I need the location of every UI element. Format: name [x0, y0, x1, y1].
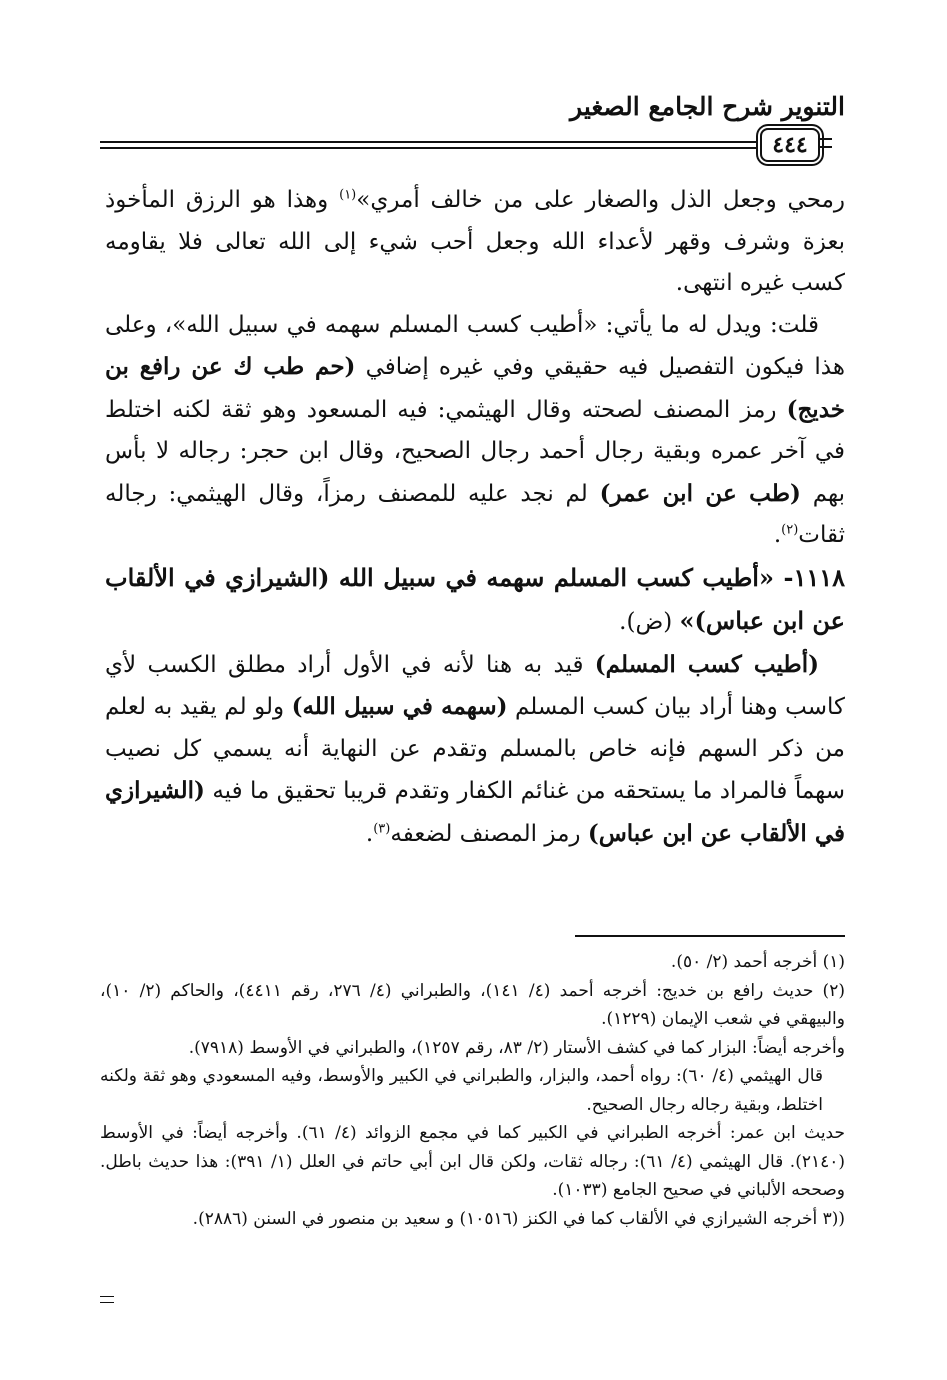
footnote-2-continued-b: قال الهيثمي (٤/ ٦٠): رواه أحمد، والبزار، والطبراني في الكبير والأوسط، وفيه المسعودي وهو ثقة ولكنه اختلط، وبقية رجاله رجال الصحيح.	[100, 1066, 824, 1115]
footnote-1: (١) أخرجه أحمد (٢/ ٥٠).	[670, 952, 845, 972]
footnote-separator	[575, 935, 845, 937]
header-rule-bottom	[100, 147, 760, 149]
page-end-mark	[100, 1296, 114, 1303]
hadith-1118-text: ١١١٨- «أطيب كسب المسلم سهمه في سبيل الله (الشيرازي في الألقاب عن ابن عباس)»	[105, 562, 845, 635]
footnote-ref-1[interactable]: (١)	[339, 187, 357, 203]
paragraph-4-text-a: قيد به هنا لأنه في الأول أراد مطلق الكسب لأي كاسب وهنا أراد بيان كسب المسلم	[105, 651, 845, 720]
commentary-phrase-1: (أطيب كسب المسلم)	[594, 650, 820, 678]
footnotes	[100, 948, 845, 1233]
footnote-3: ((٣ أخرجه الشيرازي في الألقاب كما في الكنز (١٠٥١٦) و سعيد بن منصور في السنن (٢٨٨٦).	[192, 1208, 845, 1229]
source-citation-ibn-umar: (طب عن ابن عمر)	[599, 479, 801, 507]
main-text	[105, 180, 845, 855]
paragraph-1-text-a: رمحي وجعل الذل والصغار على من خالف أمري»	[356, 187, 846, 213]
commentary-phrase-2: (سهمه في سبيل الله)	[291, 693, 508, 720]
paragraph-2	[105, 305, 845, 557]
footnote-ref-3[interactable]: (٣)	[373, 820, 391, 836]
paragraph-4-text-b: ولو لم يقيد به لعلم من ذكر السهم فإنه خاص بالمسلم وتقدم عن النهاية أنه يسمي كل نصيب سهماً فالمراد ما يستحقه من غنائم الكفار وتقدم قريبا تحقيق ما فيه	[105, 694, 845, 804]
paragraph-1	[105, 180, 845, 305]
page-number: ٤٤٤	[760, 128, 820, 162]
source-citation-rafi: (حم طب ك عن رافع بن خديج)	[105, 353, 845, 423]
source-citation-shirazi: (الشيرازي في الألقاب عن ابن عباس)	[105, 777, 845, 847]
hadith-grade: (ض).	[619, 609, 680, 635]
paragraph-2-text-c: لم نجد عليه للمصنف رمزاً، وقال الهيثمي: رجاله ثقات	[105, 480, 845, 548]
page-number-ornament	[820, 138, 832, 148]
footnote-ref-2[interactable]: (٢)	[781, 522, 799, 538]
header-rule-top	[100, 141, 760, 143]
paragraph-2-text-d: .	[773, 522, 782, 548]
footnote-2-continued-c: حديث ابن عمر: أخرجه الطبراني في الكبير كما في مجمع الزوائد (٤/ ٦١). وأخرجه أيضاً: في الأوسط (٢١٤٠). قال الهيثمي (٤/ ٦١): رجاله ثقات، ولكن قال ابن أبي حاتم في العلل (١/ ٣٩١): هذا حديث باطل. وصححه الألباني في صحيح الجامع (١٠٣٣).	[100, 1123, 845, 1200]
paragraph-4-text-d: .	[365, 820, 374, 847]
paragraph-1-text-b: وهذا هو الرزق المأخوذ بعزة وشرف وقهر لأعداء الله وجعل أحب شيء إلى الله تعالى فلا يقاومه كسب غيره انتهى.	[105, 187, 845, 296]
running-header-title: التنوير شرح الجامع الصغير	[570, 92, 845, 121]
paragraph-4	[105, 644, 845, 856]
paragraph-2-text-a: قلت: ويدل له ما يأتي: «أطيب كسب المسلم سهمه في سبيل الله»، وعلى هذا فيكون التفصيل فيه حقيقي وفي غيره إضافي	[105, 311, 845, 380]
hadith-heading	[105, 557, 845, 644]
paragraph-4-text-c: رمز المصنف لضعفه	[390, 820, 588, 847]
paragraph-2-text-b: رمز المصنف لصحته وقال الهيثمي: فيه المسعود وهو ثقة لكنه اختلط في آخر عمره وبقية رجال أحمد رجال الصحيح، وقال ابن حجر: رجاله لا بأس بهم	[105, 396, 846, 507]
footnote-2-continued-a: وأخرجه أيضاً: البزار كما في كشف الأستار (٢/ ٨٣، رقم ١٢٥٧)، والطبراني في الأوسط (٧٩١٨).	[188, 1037, 845, 1058]
footnote-2: (٢) حديث رافع بن خديج: أخرجه أحمد (٤/ ١٤١)، والطبراني (٤/ ٢٧٦، رقم ٤٤١١)، والحاكم (٢/ ١٠)، والبيهقي في شعب الإيمان (١٢٢٩).	[100, 980, 845, 1029]
